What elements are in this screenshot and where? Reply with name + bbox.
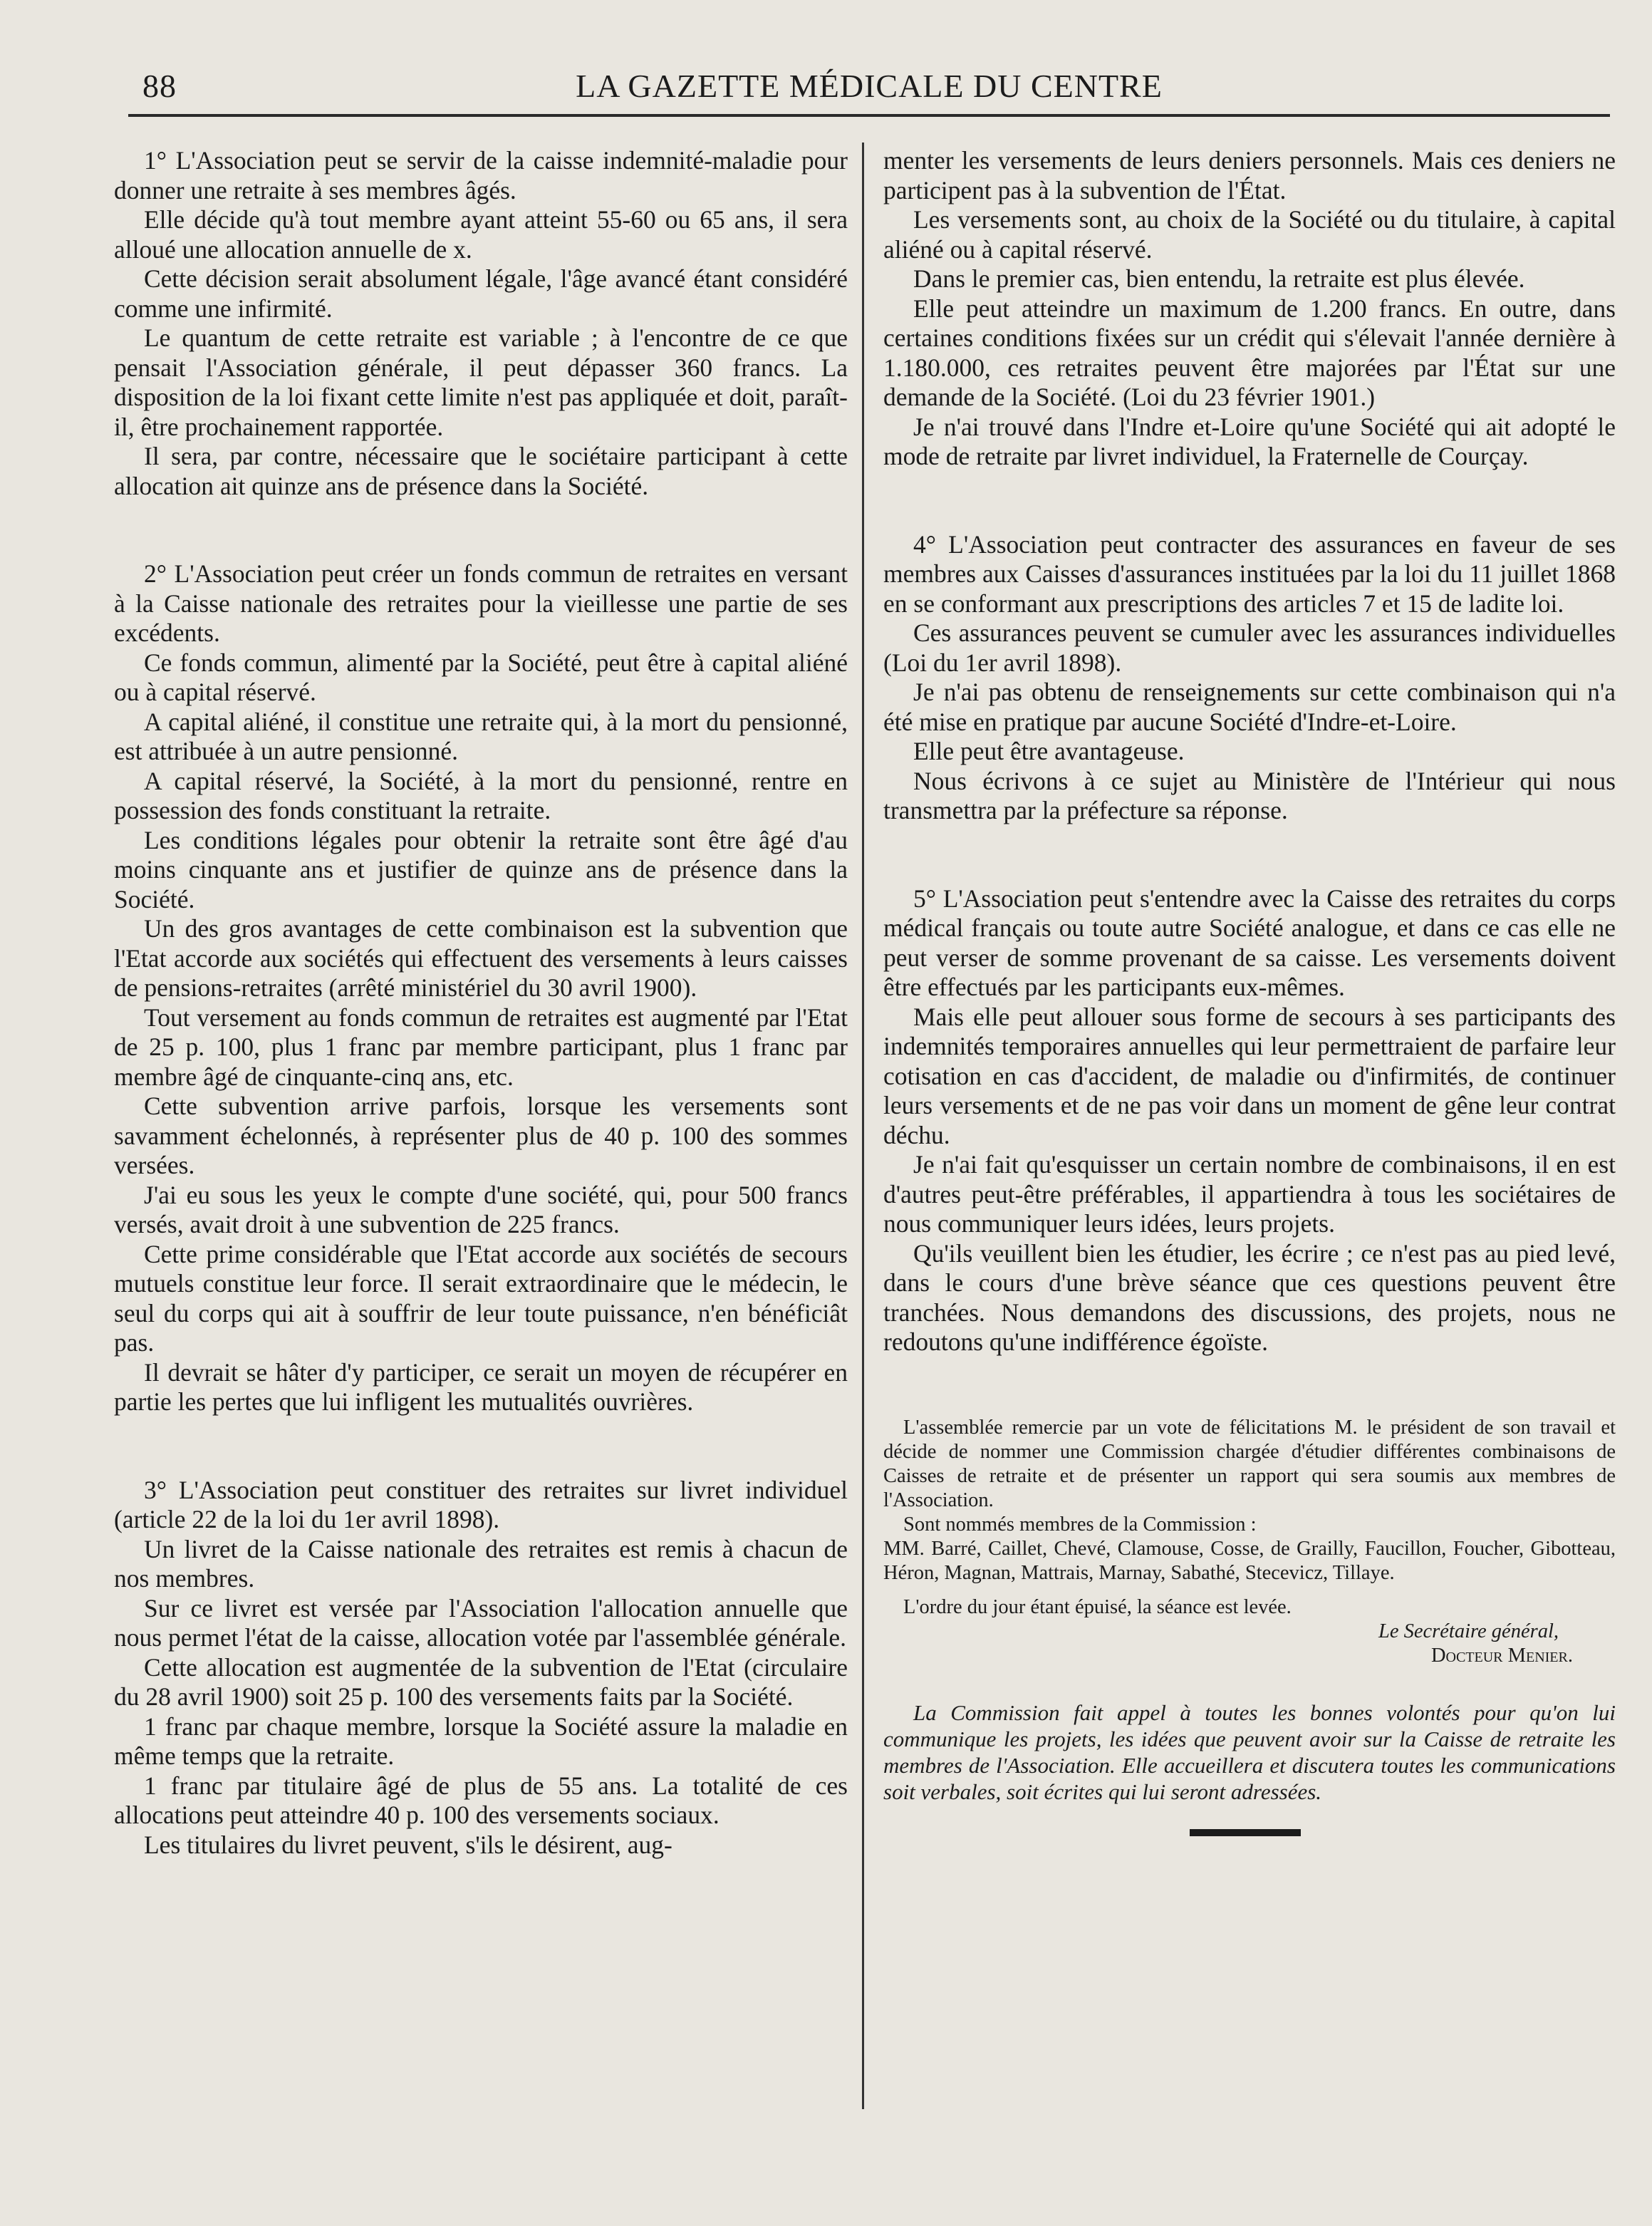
- minutes-vote: L'assemblée remercie par un vote de félicitations M. le président de son travail et décide de nommer une Commission chargée d'étudier différentes combinaisons de Caisses de retraite et de présenter un rapport qui sera soumis aux membres de l'Association.: [883, 1416, 1616, 1511]
- paragraph: 1 franc par titulaire âgé de plus de 55 ans. La totalité de ces allocations peut atteindre 40 p. 100 des versements sociaux.: [114, 1771, 848, 1829]
- paragraph: Je n'ai trouvé dans l'Indre et-Loire qu'une Société qui ait adopté le mode de retraite par livret individuel, la Fraternelle de Courçay.: [883, 412, 1616, 470]
- end-rule: [1190, 1829, 1301, 1836]
- minutes-members-list: MM. Barré, Caillet, Chevé, Clamouse, Cosse, de Grailly, Faucillon, Foucher, Gibotteau, Héron, Magnan, Mattrais, Marnay, Sabathé, Stecevicz, Tillaye.: [883, 1537, 1616, 1584]
- section-2-heading-paragraph: 2° L'Association peut créer un fonds commun de retraites en versant à la Caisse nationale des retraites pour la vieillesse une partie de ses excédents.: [114, 559, 848, 647]
- minutes-closing: L'ordre du jour étant épuisé, la séance est levée.: [903, 1595, 1292, 1618]
- paragraph: Dans le premier cas, bien entendu, la retraite est plus élevée.: [913, 264, 1525, 293]
- paragraph: Mais elle peut allouer sous forme de secours à ses participants des indemnités temporaires annuelles qui leur permettraient de parfaire leur cotisation en cas d'accident, de maladie ou d'infirmités, de continuer leurs versements et de ne pas voir dans un moment de gêne leur contrat déchu.: [883, 1002, 1616, 1149]
- paragraph: Je n'ai pas obtenu de renseignements sur cette combinaison qui n'a été mise en pratique par aucune Société d'Indre-et-Loire.: [883, 678, 1616, 736]
- paragraph-continuation: menter les versements de leurs deniers personnels. Mais ces deniers ne participent pas à la subvention de l'État.: [883, 146, 1616, 205]
- paragraph: Tout versement au fonds commun de retraites est augmenté par l'Etat de 25 p. 100, plus 1 franc par membre participant, plus 1 franc par membre âgé de cinquante-cinq ans, etc.: [114, 1003, 848, 1091]
- paragraph: Nous écrivons à ce sujet au Ministère de l'Intérieur qui nous transmettra par la préfecture sa réponse.: [883, 766, 1616, 824]
- paragraph: Elle peut atteindre un maximum de 1.200 francs. En outre, dans certaines conditions fixées sur un crédit qui s'élevait l'année dernière à 1.180.000, ces retraites peuvent être majorées par l'État sur une demande de la Société. (Loi du 23 février 1901.): [883, 294, 1616, 411]
- paragraph: Les versements sont, au choix de la Société ou du titulaire, à capital aliéné ou à capital réservé.: [883, 205, 1616, 264]
- paragraph: Il devrait se hâter d'y participer, ce serait un moyen de récupérer en partie les pertes que lui infligent les mutualités ouvrières.: [114, 1357, 848, 1416]
- column-divider: [862, 143, 864, 2109]
- paragraph: Elle décide qu'à tout membre ayant atteint 55-60 ou 65 ans, il sera alloué une allocation annuelle de x.: [114, 205, 848, 264]
- minutes-members-intro: Sont nommés membres de la Commission :: [903, 1513, 1257, 1536]
- appeal-text: La Commission fait appel à toutes les bonnes volontés pour qu'on lui communique les projets, les idées que peuvent avoir sur la Caisse de retraite les membres de l'Association. Elle accueillera et discutera toutes les communications soit verbales, soit écrites qui lui seront adressées.: [883, 1699, 1616, 1804]
- section-4-heading-paragraph: 4° L'Association peut contracter des assurances en faveur de ses membres aux Caisses d'assurances instituées par la loi du 11 juillet 1868 en se conformant aux prescriptions des articles 7 et 15 de ladite loi.: [883, 529, 1616, 618]
- paragraph: 1° L'Association peut se servir de la caisse indemnité-maladie pour donner une retraite à ses membres âgés.: [114, 146, 848, 205]
- signature-name: Docteur Menier.: [1430, 1644, 1573, 1667]
- paragraph: A capital réservé, la Société, à la mort du pensionné, rentre en possession des fonds constituant la retraite.: [114, 766, 848, 824]
- paragraph: Je n'ai fait qu'esquisser un certain nombre de combinaisons, il en est d'autres peut-être préférables, il appartiendra à tous les sociétaires de nous communiquer leurs idées, leurs projets.: [883, 1150, 1616, 1238]
- paragraph: J'ai eu sous les yeux le compte d'une société, qui, pour 500 francs versés, avait droit à une subvention de 225 francs.: [114, 1180, 848, 1238]
- running-title: LA GAZETTE MÉDICALE DU CENTRE: [576, 68, 1163, 104]
- right-column: [883, 146, 1616, 1836]
- paragraph: Un des gros avantages de cette combinaison est la subvention que l'Etat accorde aux sociétés qui effectuent des versements à leurs caisses de pensions-retraites (arrêté ministériel du 30 avril 1900).: [114, 914, 848, 1002]
- paragraph: Elle peut être avantageuse.: [913, 737, 1185, 765]
- paragraph: Cette subvention arrive parfois, lorsque les versements sont savamment échelonnés, à représenter plus de 40 p. 100 des sommes versées.: [114, 1092, 848, 1179]
- paragraph: Ce fonds commun, alimenté par la Société, peut être à capital aliéné ou à capital réservé.: [114, 648, 848, 706]
- paragraph: 1 franc par chaque membre, lorsque la Société assure la maladie en même temps que la retraite.: [114, 1712, 848, 1770]
- meeting-minutes: [883, 1416, 1616, 1668]
- paragraph: Cette décision serait absolument légale, l'âge avancé étant considéré comme une infirmité.: [114, 264, 848, 323]
- paragraph: Cette allocation est augmentée de la subvention de l'Etat (circulaire du 28 avril 1900) soit 25 p. 100 des versements faits par la Société.: [114, 1652, 848, 1711]
- paragraph: Ces assurances peuvent se cumuler avec les assurances individuelles (Loi du 1er avril 1898).: [883, 618, 1616, 677]
- page-header: [128, 57, 1610, 117]
- paragraph: Qu'ils veuillent bien les étudier, les écrire ; ce n'est pas au pied levé, dans le cours d'une brève séance que ces questions peuvent être tranchées. Nous demandons des discussions, des projets, nous ne redoutons qu'une indifférence égoïste.: [883, 1238, 1616, 1356]
- section-3-heading-paragraph: 3° L'Association peut constituer des retraites sur livret individuel (article 22 de la loi du 1er avril 1898).: [114, 1475, 848, 1533]
- paragraph: Le quantum de cette retraite est variable ; à l'encontre de ce que pensait l'Association générale, il peut dépasser 360 francs. La disposition de la loi fixant cette limite n'est pas appliquée et doit, paraît-il, être prochainement rapportée.: [114, 323, 848, 441]
- page-number: 88: [142, 68, 177, 104]
- paragraph: Cette prime considérable que l'Etat accorde aux sociétés de secours mutuels constitue leur force. Il serait extraordinaire que le médecin, le seul du corps qui ait à souffrir de leur toute puissance, n'en bénéficiât pas.: [114, 1239, 848, 1357]
- section-5-heading-paragraph: 5° L'Association peut s'entendre avec la Caisse des retraites du corps médical français ou toute autre Société analogue, et dans ce cas elle ne peut verser de somme provenant de sa caisse. Les versements doivent être effectués par les participants eux-mêmes.: [883, 884, 1616, 1001]
- signature-title: Le Secrétaire général,: [1378, 1620, 1559, 1642]
- left-column: [114, 146, 848, 1860]
- paragraph: Il sera, par contre, nécessaire que le sociétaire participant à cette allocation ait quinze ans de présence dans la Société.: [114, 442, 848, 500]
- paragraph: Un livret de la Caisse nationale des retraites est remis à chacun de nos membres.: [114, 1534, 848, 1593]
- paragraph: Les conditions légales pour obtenir la retraite sont être âgé d'au moins cinquante ans et justifier de quinze ans de présence dans la Société.: [114, 825, 848, 913]
- paragraph: Sur ce livret est versée par l'Association l'allocation annuelle que nous permet l'état de la caisse, allocation votée par l'assemblée générale.: [114, 1593, 848, 1652]
- commission-appeal: [883, 1699, 1616, 1805]
- paragraph: Les titulaires du livret peuvent, s'ils le désirent, aug-: [144, 1830, 672, 1859]
- paragraph: A capital aliéné, il constitue une retraite qui, à la mort du pensionné, est attribuée à un autre pensionné.: [114, 707, 848, 765]
